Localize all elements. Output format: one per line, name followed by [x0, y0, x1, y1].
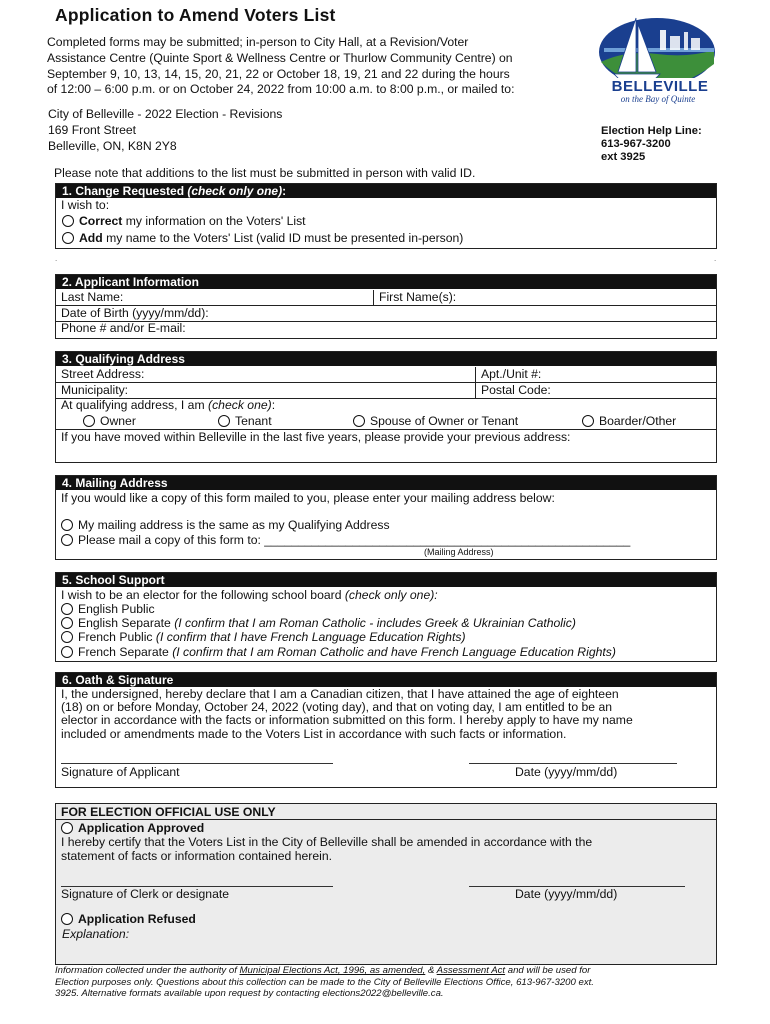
section-applicant-information [55, 274, 717, 339]
address-line: 169 Front Street [48, 122, 137, 137]
signature-label: Signature of Applicant [61, 765, 180, 779]
last-name-field[interactable]: Last Name: [61, 290, 124, 304]
radio-icon[interactable] [61, 631, 73, 643]
section-change-requested [55, 183, 717, 249]
residence-question: At qualifying address, I am (check one): [61, 398, 276, 412]
section-heading: 1. Change Requested (check only one): [56, 184, 716, 198]
mailing-lead: If you would like a copy of this form mailed to you, please enter your mailing address below: [61, 491, 555, 505]
clerk-date-label: Date (yyyy/mm/dd) [515, 887, 618, 901]
first-name-field[interactable]: First Name(s): [379, 290, 457, 304]
explanation-field[interactable]: Explanation: [62, 927, 130, 941]
applicant-signature-line[interactable] [61, 763, 333, 764]
footer-line: Election purposes only. Questions about this collection can be made to the City of Belleville Elections Office, 613-967-3200 ext. [55, 976, 594, 988]
intro-line: Completed forms may be submitted; in-person to City Hall, at a Revision/Voter [47, 35, 469, 49]
street-address-field[interactable]: Street Address: [61, 367, 145, 381]
school-lead: I wish to be an elector for the following school board (check only one): [61, 588, 438, 602]
oath-line: I, the undersigned, hereby declare that I am a Canadian citizen, that I have attained the age of eighteen [61, 687, 619, 701]
option-mail-copy[interactable]: Please mail a copy of this form to: ______________________________________________________ [61, 533, 630, 547]
certify-line: statement of facts or information contained herein. [61, 849, 332, 863]
section1-lead: I wish to: [61, 198, 110, 212]
radio-icon[interactable] [218, 415, 230, 427]
radio-icon[interactable] [61, 519, 73, 531]
option-spouse[interactable]: Spouse of Owner or Tenant [353, 414, 518, 428]
help-line-label: Election Help Line: [601, 125, 702, 137]
id-note: Please note that additions to the list must be submitted in person with valid ID. [54, 166, 476, 180]
certify-line: I hereby certify that the Voters List in the City of Belleville shall be amended in accordance with the [61, 835, 593, 849]
applicant-date-line[interactable] [469, 763, 677, 764]
section-heading: 2. Applicant Information [56, 275, 716, 289]
certify-text [61, 835, 592, 863]
intro-line: September 9, 10, 13, 14, 15, 20, 21, 22 or October 18, 19, 21 and 22 during the hours [47, 66, 510, 81]
oath-line: (18) on or before Monday, October 24, 2022 (voting day), and that on voting day, I am entitled to be an [61, 700, 613, 715]
section-heading: 3. Qualifying Address [56, 352, 716, 366]
option-english-separate[interactable]: English Separate (I confirm that I am Roman Catholic - includes Greek & Ukrainian Catholic) [61, 616, 576, 630]
option-same-address[interactable]: My mailing address is the same as my Qualifying Address [61, 518, 390, 532]
radio-icon[interactable] [61, 913, 73, 925]
option-owner[interactable]: Owner [83, 414, 136, 428]
section-heading: 4. Mailing Address [56, 476, 716, 490]
section-heading: 5. School Support [56, 573, 716, 587]
radio-icon[interactable] [61, 617, 73, 629]
mailing-caption: (Mailing Address) [424, 547, 494, 557]
previous-address-field[interactable]: If you have moved within Belleville in the last five years, please provide your previous address: [61, 430, 571, 444]
radio-icon[interactable] [83, 415, 95, 427]
privacy-footer [55, 965, 715, 1000]
intro-line: Assistance Centre (Quinte Sport & Wellness Centre or Thurlow Community Centre) on [47, 50, 513, 65]
assessment-act-link: Assessment Act [436, 965, 506, 976]
section-oath-signature [55, 672, 717, 788]
radio-icon[interactable] [353, 415, 365, 427]
apt-unit-field[interactable]: Apt./Unit #: [481, 367, 542, 381]
footer-line: Information collected under the authority of Municipal Elections Act, 1996, as amended, & Assessment Act and will be used for [55, 965, 591, 976]
section-school-support [55, 572, 717, 662]
oath-line: included or amendments made to the Voters List in accordance with such facts or information. [61, 726, 567, 741]
belleville-logo [596, 14, 718, 106]
radio-icon[interactable] [61, 646, 73, 658]
mailing-address-block [48, 107, 282, 154]
intro-line: of 12:00 – 6:00 p.m. or on October 24, 2022 from 10:00 a.m. to 8:00 p.m., or mailed to: [47, 82, 515, 97]
oath-line: elector in accordance with the facts or information submitted on this form. I hereby apply to have my name [61, 713, 633, 728]
logo-wordmark: BELLEVILLE [611, 78, 709, 95]
help-line-block [601, 125, 702, 164]
radio-icon[interactable] [61, 603, 73, 615]
intro-text [47, 35, 592, 98]
address-line: City of Belleville - 2022 Election - Revisions [48, 107, 283, 121]
municipal-elections-act-link: Municipal Elections Act, 1996, as amended, [239, 965, 426, 976]
municipality-field[interactable]: Municipality: [61, 383, 129, 397]
radio-icon[interactable] [582, 415, 594, 427]
form-title: Application to Amend Voters List [55, 5, 336, 25]
date-of-birth-field[interactable]: Date of Birth (yyyy/mm/dd): [61, 306, 209, 320]
date-label: Date (yyyy/mm/dd) [515, 765, 618, 779]
official-heading: FOR ELECTION OFFICIAL USE ONLY [61, 805, 276, 819]
option-approved[interactable]: Application Approved [61, 821, 204, 835]
section-mailing-address [55, 475, 717, 560]
phone-email-field[interactable]: Phone # and/or E-mail: [61, 321, 186, 335]
section-qualifying-address [55, 351, 717, 463]
option-tenant[interactable]: Tenant [218, 414, 272, 428]
logo-tagline: on the Bay of Quinte [620, 94, 696, 104]
option-boarder[interactable]: Boarder/Other [582, 414, 676, 428]
section-official-use [55, 803, 717, 965]
option-french-separate[interactable]: French Separate (I confirm that I am Roman Catholic and have French Language Education Rights) [61, 645, 616, 659]
help-line-ext: ext 3925 [601, 151, 646, 163]
footer-line: 3925. Alternative formats available upon request by contacting elections2022@belleville.ca. [55, 988, 444, 1000]
oath-text [61, 688, 711, 741]
clerk-signature-label: Signature of Clerk or designate [61, 887, 230, 901]
option-english-public[interactable]: English Public [61, 602, 155, 616]
option-french-public[interactable]: French Public (I confirm that I have French Language Education Rights) [61, 630, 466, 644]
radio-icon[interactable] [62, 215, 74, 227]
radio-icon[interactable] [62, 232, 74, 244]
radio-icon[interactable] [61, 534, 73, 546]
radio-icon[interactable] [61, 822, 73, 834]
address-line: Belleville, ON, K8N 2Y8 [48, 138, 177, 153]
option-add[interactable]: Add my name to the Voters' List (valid ID must be presented in-person) [62, 231, 463, 245]
option-correct[interactable]: Correct my information on the Voters' List [62, 214, 306, 228]
option-refused[interactable]: Application Refused [61, 912, 196, 926]
postal-code-field[interactable]: Postal Code: [481, 383, 551, 397]
section-heading: 6. Oath & Signature [56, 673, 716, 687]
help-line-phone: 613-967-3200 [601, 138, 671, 150]
